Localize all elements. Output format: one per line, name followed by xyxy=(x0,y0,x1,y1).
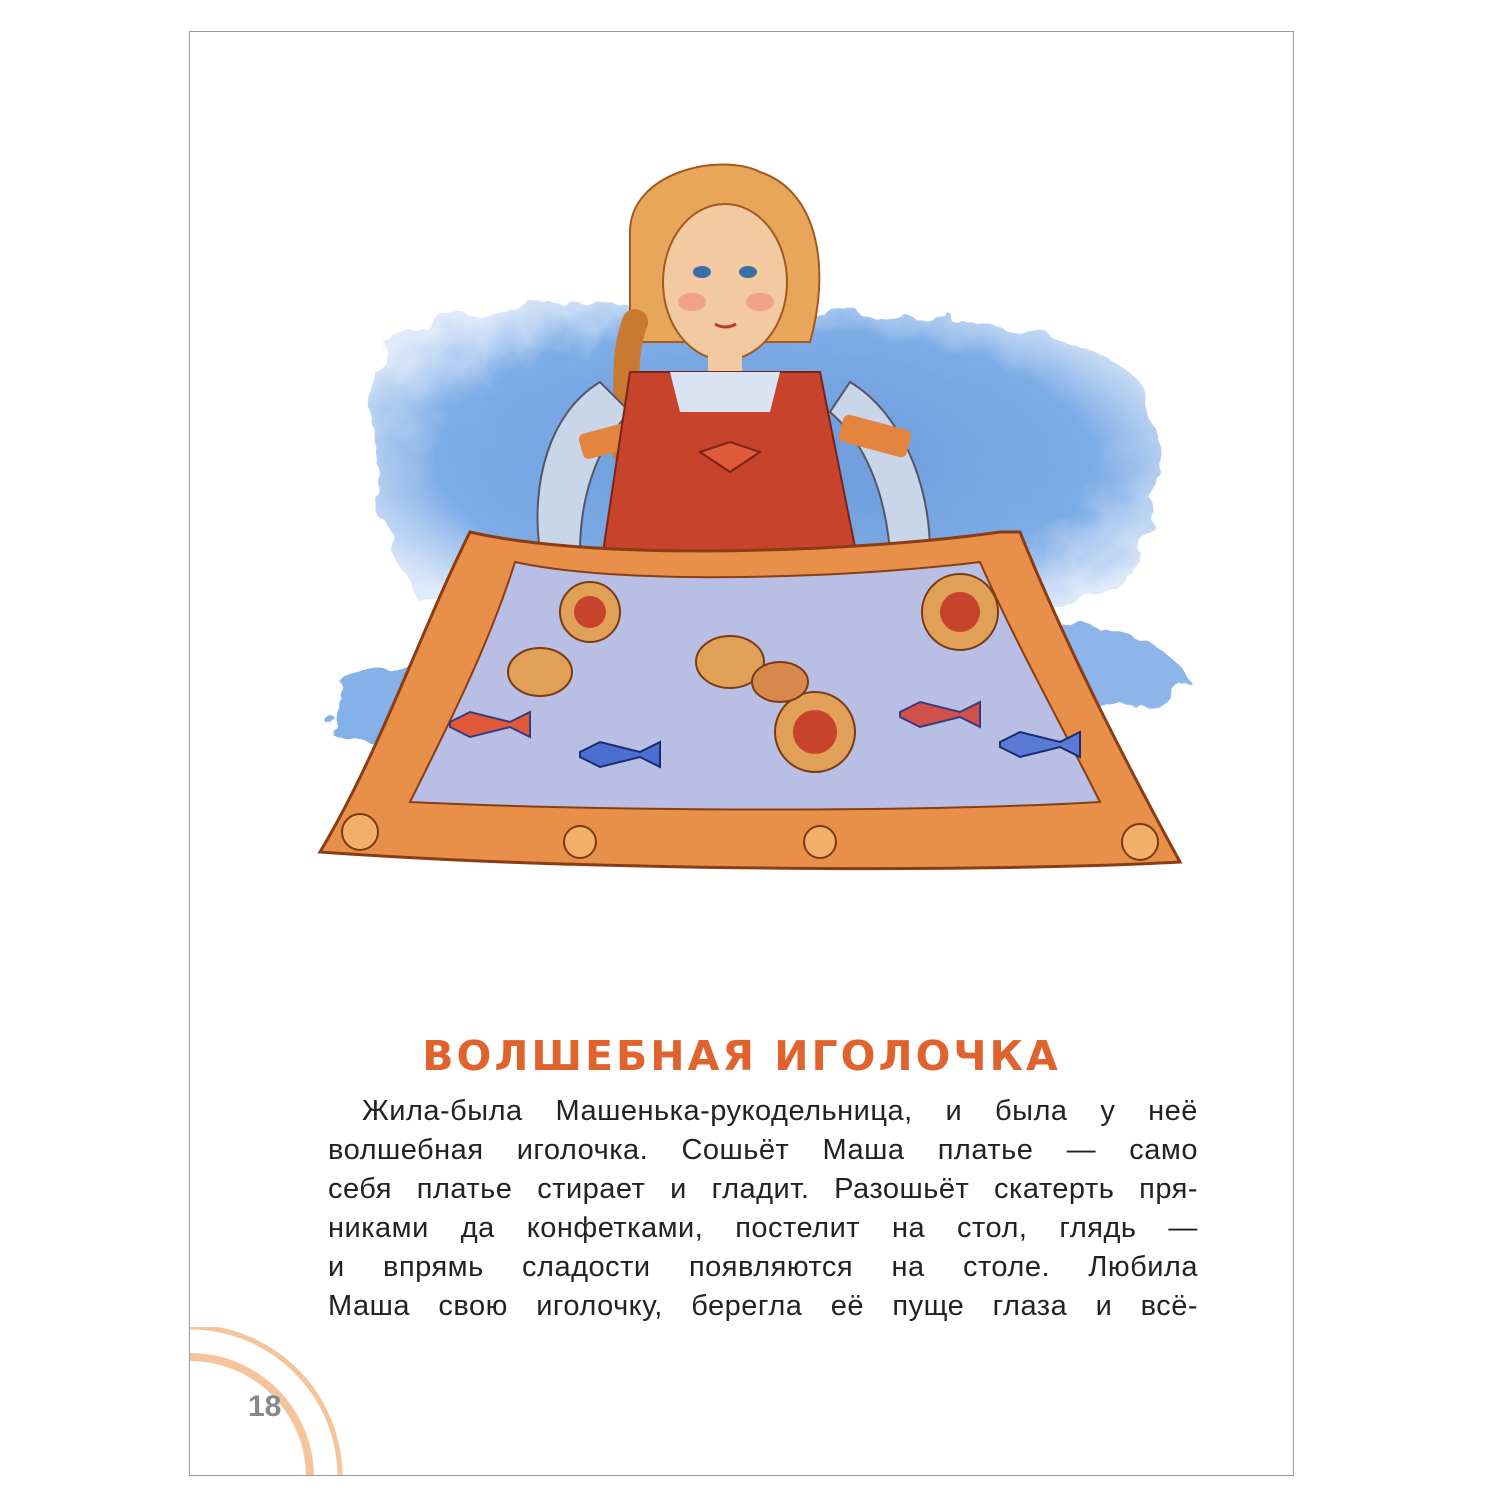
paragraph-line xyxy=(328,1131,1198,1170)
paragraph-word: иголочку, xyxy=(536,1290,663,1322)
girl-with-tablecloth-illustration xyxy=(300,152,1200,922)
paragraph-word: Разошьёт xyxy=(834,1173,970,1205)
paragraph-word: всё- xyxy=(1140,1290,1198,1322)
paragraph-word: у xyxy=(1100,1095,1116,1127)
paragraph-line xyxy=(328,1092,1198,1131)
paragraph-word: сладости xyxy=(522,1251,651,1283)
paragraph-word: глаза xyxy=(992,1290,1068,1322)
paragraph-word: стол, xyxy=(957,1212,1028,1244)
paragraph-word: постелит xyxy=(735,1212,861,1244)
paragraph-line xyxy=(328,1287,1198,1326)
paragraph-word: иголочка. xyxy=(516,1134,649,1166)
paragraph-word: — xyxy=(1168,1212,1198,1244)
paragraph-word: Любила xyxy=(1088,1251,1198,1283)
paragraph-word: себя xyxy=(328,1173,392,1205)
paragraph-word: Сошьёт xyxy=(681,1134,790,1166)
paragraph-word: и xyxy=(670,1173,687,1205)
paragraph-word: была xyxy=(995,1095,1068,1127)
paragraph-word: Маша xyxy=(822,1134,905,1166)
paragraph-word: платье xyxy=(416,1173,513,1205)
paragraph-word: стирает xyxy=(537,1173,646,1205)
paragraph-word: гладит. xyxy=(711,1173,810,1205)
story-paragraph xyxy=(328,1092,1198,1326)
paragraph-line xyxy=(328,1248,1198,1287)
paragraph-word: да xyxy=(460,1212,495,1244)
paragraph-word: никами xyxy=(328,1212,429,1244)
paragraph-word: пря- xyxy=(1139,1173,1198,1205)
paragraph-word: — xyxy=(1066,1134,1097,1166)
paragraph-word: впрямь xyxy=(383,1251,484,1283)
paragraph-word: пуще xyxy=(892,1290,965,1322)
paragraph-word: Жила-была xyxy=(362,1095,523,1127)
paragraph-word: платье xyxy=(937,1134,1034,1166)
page-number: 18 xyxy=(248,1390,282,1423)
paragraph-word: конфетками, xyxy=(526,1212,704,1244)
paragraph-word: появляются xyxy=(688,1251,854,1283)
paragraph-word: на xyxy=(891,1251,925,1283)
paragraph-word: неё xyxy=(1148,1095,1198,1127)
paragraph-word: Маша xyxy=(328,1290,411,1322)
paragraph-word: на xyxy=(891,1212,926,1244)
paragraph-word: само xyxy=(1129,1134,1198,1166)
paragraph-word: и xyxy=(1095,1290,1113,1322)
book-page xyxy=(189,31,1294,1476)
paragraph-word: берегла xyxy=(691,1290,803,1322)
paragraph-word: Машенька-рукодельница, xyxy=(555,1095,913,1127)
paragraph-word: скатерть xyxy=(994,1173,1115,1205)
story-title: ВОЛШЕБНАЯ ИГОЛОЧКА xyxy=(422,1032,1061,1080)
paragraph-line xyxy=(328,1209,1198,1248)
paragraph-word: волшебная xyxy=(328,1134,484,1166)
paragraph-word: свою xyxy=(438,1290,508,1322)
paragraph-line xyxy=(328,1170,1198,1209)
paragraph-word: глядь xyxy=(1059,1212,1137,1244)
paragraph-word: её xyxy=(830,1290,865,1322)
paragraph-word: и xyxy=(945,1095,963,1127)
paragraph-word: и xyxy=(328,1251,345,1283)
paragraph-word: столе. xyxy=(962,1251,1051,1283)
